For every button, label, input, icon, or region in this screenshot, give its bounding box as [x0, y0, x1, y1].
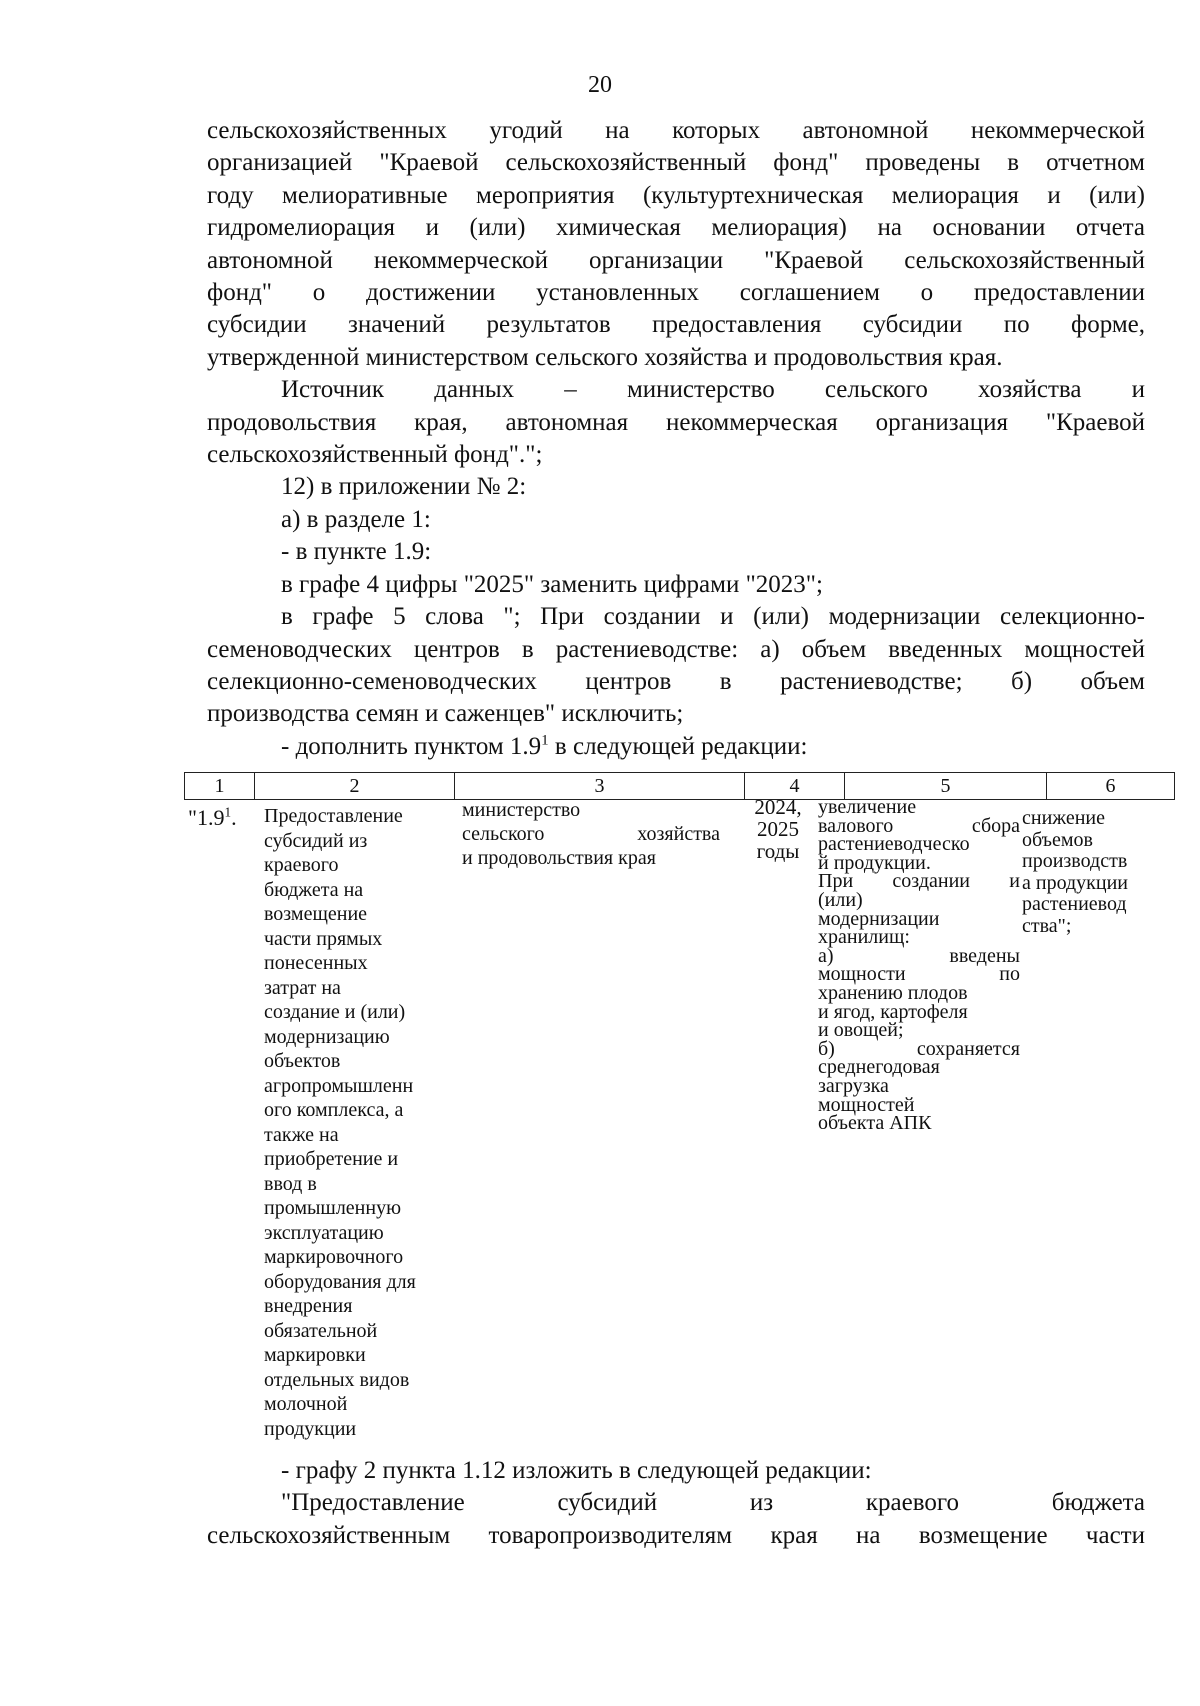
- col2-line: промышленную: [264, 1197, 402, 1219]
- item-12: 12) в приложении № 2:: [281, 473, 527, 501]
- table-header-cell: 1: [185, 773, 255, 800]
- table-header-cell: 3: [455, 773, 745, 800]
- para1-line: гидромелиорация и (или) химическая мелиорация) на основании отчета: [207, 214, 1145, 242]
- col6-line: объемов: [1022, 828, 1093, 851]
- closing-text-block: [207, 1455, 1145, 1552]
- col5-result: [818, 798, 1020, 1133]
- col2-line: маркировочного: [264, 1246, 404, 1268]
- col2-line: агропромышленн: [264, 1074, 414, 1097]
- col2-line: части прямых: [264, 927, 383, 950]
- col2-line: модернизацию: [264, 1025, 390, 1048]
- col5-line: хранилищ:: [818, 926, 910, 949]
- col5-line: мощности по: [818, 963, 1020, 986]
- col3-line: сельского хозяйства: [462, 823, 720, 845]
- para1-line: фонд" о достижении установленных соглашением о предоставлении: [207, 279, 1145, 307]
- col5-line: хранению плодов: [818, 981, 968, 1004]
- graph5-line: селекционно-семеноводческих центров в растениеводстве; б) объем: [207, 667, 1145, 695]
- col4-line: 2025: [757, 817, 799, 841]
- col5-line: (или): [818, 888, 863, 911]
- col5-line: модернизации: [818, 907, 940, 930]
- col6-effect: [1022, 808, 1152, 937]
- table-header-row: [185, 773, 1175, 800]
- col5-line: и овощей;: [818, 1019, 904, 1042]
- graph5-line: в графе 5 слова "; При создании и (или) модернизации селекционно-: [281, 603, 1145, 631]
- col3-line: министерство: [462, 799, 581, 821]
- col6-line: ства";: [1022, 914, 1072, 937]
- col2-description: [264, 804, 449, 1441]
- final-line: сельскохозяйственным товаропроизводителям края на возмещение части: [207, 1521, 1145, 1549]
- inserted-table-header: [184, 772, 1175, 800]
- col2-line: молочной: [264, 1393, 348, 1415]
- col2-line: отдельных видов: [264, 1368, 410, 1391]
- col5-line: б) сохраняется: [818, 1037, 1020, 1060]
- row-number-main: "1.9: [188, 805, 225, 830]
- col2-line: затрат на: [264, 976, 341, 999]
- table-header-cell: 4: [745, 773, 845, 800]
- graph2-instruction: - графу 2 пункта 1.12 изложить в следующей редакции:: [281, 1457, 872, 1484]
- col2-line: создание и (или): [264, 1001, 406, 1023]
- row-number: [188, 806, 256, 831]
- col2-line: субсидий из: [264, 829, 368, 852]
- col5-line: и ягод, картофеля: [818, 1000, 968, 1023]
- col5-line: загрузка: [818, 1074, 889, 1097]
- col2-line: понесенных: [264, 952, 368, 974]
- table-header-cell: 2: [255, 773, 455, 800]
- col5-line: растениеводческо: [818, 833, 970, 856]
- col3-executor: [462, 798, 720, 870]
- col2-line: внедрения: [264, 1295, 353, 1317]
- col2-line: также на: [264, 1123, 339, 1146]
- col2-line: объектов: [264, 1050, 341, 1072]
- col2-line: обязательной: [264, 1319, 378, 1342]
- col5-line: среднегодовая: [818, 1056, 940, 1079]
- col2-line: приобретение и: [264, 1148, 399, 1170]
- source-line: продовольствия края, автономная некоммерческая организация "Краевой: [207, 408, 1145, 436]
- col4-line: 2024,: [754, 795, 802, 819]
- final-line: "Предоставление субсидий из краевого бюджета: [281, 1489, 1145, 1517]
- col2-line: оборудования для: [264, 1270, 416, 1293]
- table-row: [184, 795, 1154, 1450]
- col5-line: мощностей: [818, 1093, 915, 1116]
- col2-line: ого комплекса, а: [264, 1099, 404, 1121]
- row-number-dot: .: [231, 805, 237, 830]
- supplement-sup: 1: [541, 732, 549, 749]
- supplement-line: [207, 731, 1145, 763]
- col5-line: а) введены: [818, 944, 1020, 967]
- col2-line: эксплуатацию: [264, 1221, 384, 1244]
- supplement-text: - дополнить пунктом 1.9: [281, 732, 542, 760]
- item-a: а) в разделе 1:: [281, 505, 431, 533]
- col2-line: возмещение: [264, 903, 368, 925]
- col6-line: производств: [1022, 850, 1128, 872]
- source-line: сельскохозяйственный фонд".";: [207, 441, 543, 469]
- col3-line: и продовольствия края: [462, 847, 656, 869]
- col6-line: а продукции: [1022, 871, 1129, 894]
- para1-line: году мелиоративные мероприятия (культуртехническая мелиорация и (или): [207, 181, 1145, 209]
- col5-line: объекта АПК: [818, 1112, 932, 1135]
- col2-line: маркировки: [264, 1344, 366, 1366]
- supplement-text-end: в следующей редакции:: [548, 732, 808, 760]
- graph5-line: производства семян и саженцев" исключить;: [207, 700, 684, 728]
- para1-line: организацией "Краевой сельскохозяйственный фонд" проведены в отчетном: [207, 149, 1145, 177]
- col4-line: годы: [756, 839, 800, 863]
- col2-line: Предоставление: [264, 805, 403, 827]
- table-header-cell: 6: [1047, 773, 1175, 800]
- col2-line: краевого: [264, 854, 339, 876]
- item-graph4: в графе 4 цифры "2025" заменить цифрами "2023";: [281, 570, 823, 598]
- para1-line: сельскохозяйственных угодий на которых автономной некоммерческой: [207, 117, 1145, 144]
- row-number-sup: 1: [224, 804, 232, 820]
- col4-years: [732, 796, 824, 862]
- col2-line: ввод в: [264, 1172, 317, 1195]
- col2-line: продукции: [264, 1417, 357, 1440]
- para1-line: автономной некоммерческой организации "Краевой сельскохозяйственный: [207, 246, 1145, 274]
- col6-line: растениевод: [1022, 893, 1127, 915]
- table-header-cell: 5: [845, 773, 1047, 800]
- col6-line: снижение: [1022, 807, 1105, 829]
- page-number: 20: [588, 72, 612, 98]
- source-line: Источник данных – министерство сельского хозяйства и: [281, 376, 1145, 404]
- para1-line: субсидии значений результатов предоставления субсидии по форме,: [207, 311, 1145, 339]
- col5-line: й продукции.: [818, 851, 931, 874]
- item-point: - в пункте 1.9:: [281, 538, 432, 566]
- col5-line: увеличение: [818, 796, 917, 818]
- para1-line: утвержденной министерством сельского хозяйства и продовольствия края.: [207, 343, 1003, 371]
- col5-line: валового сбора: [818, 814, 1020, 837]
- col2-line: бюджета на: [264, 878, 364, 901]
- main-text-block: [207, 115, 1145, 763]
- graph5-line: семеноводческих центров в растениеводстве: а) объем введенных мощностей: [207, 635, 1145, 663]
- col5-line: При создании и: [818, 870, 1020, 893]
